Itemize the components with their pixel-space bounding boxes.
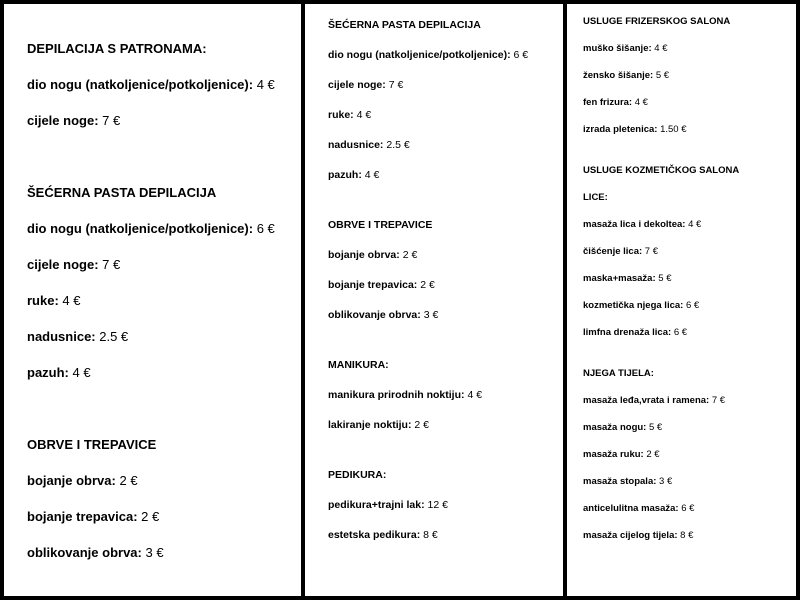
- item-price: 2 €: [646, 449, 660, 460]
- price-item: [583, 326, 796, 339]
- item-price: 2 €: [414, 419, 429, 431]
- item-price: 5 €: [649, 422, 663, 433]
- item-label: limfna drenaža lica:: [583, 327, 672, 338]
- item-label: masaža cijelog tijela:: [583, 530, 678, 541]
- item-label: kozmetička njega lica:: [583, 300, 684, 311]
- price-item: [583, 218, 796, 231]
- price-item: [328, 528, 563, 542]
- item-price: 7 €: [711, 395, 726, 406]
- price-item: [27, 328, 301, 345]
- price-item: [583, 96, 796, 109]
- item-price: 7 €: [102, 257, 121, 272]
- price-item: [328, 168, 563, 182]
- item-price: 2 €: [402, 249, 418, 261]
- item-price: 8 €: [423, 529, 438, 541]
- item-label: ruke:: [27, 293, 59, 308]
- price-item: [27, 364, 301, 381]
- item-price: 2.5 €: [386, 139, 410, 151]
- item-label: cijele noge:: [27, 113, 99, 128]
- item-label: dio nogu (natkoljenice/potkoljenice):: [27, 221, 254, 236]
- item-price: 2 €: [420, 279, 435, 291]
- item-label: masaža ruku:: [583, 449, 644, 460]
- price-item: [328, 78, 563, 92]
- price-item: [583, 42, 796, 55]
- price-item: [27, 472, 301, 489]
- section-title: MANIKURA:: [328, 359, 389, 371]
- item-label: maska+masaža:: [583, 273, 656, 284]
- price-item: [583, 299, 796, 312]
- item-label: ruke:: [328, 109, 354, 121]
- price-item: [328, 278, 563, 292]
- price-item: [328, 108, 563, 122]
- price-list-column-3: [567, 4, 796, 596]
- item-price: 4 €: [634, 97, 648, 108]
- price-item: [328, 388, 563, 402]
- item-label: žensko šišanje:: [583, 70, 654, 81]
- item-label: bojanje obrva:: [27, 473, 116, 488]
- price-item: [27, 544, 301, 561]
- section-title: USLUGE FRIZERSKOG SALONA: [583, 16, 731, 27]
- item-label: bojanje trepavica:: [27, 509, 138, 524]
- item-price: 8 €: [680, 530, 694, 541]
- item-price: 4 €: [688, 219, 702, 230]
- item-label: cijele noge:: [328, 79, 386, 91]
- price-item: [328, 498, 563, 512]
- item-label: estetska pedikura:: [328, 529, 421, 541]
- item-price: 3 €: [145, 545, 164, 560]
- price-item: [27, 292, 301, 309]
- item-label: manikura prirodnih noktiju:: [328, 389, 465, 401]
- price-item: [27, 220, 301, 237]
- item-price: 4 €: [467, 389, 483, 401]
- item-price: 2 €: [119, 473, 138, 488]
- item-label: anticelulitna masaža:: [583, 503, 679, 514]
- item-price: 4 €: [72, 365, 91, 380]
- item-label: masaža lica i dekoltea:: [583, 219, 686, 230]
- price-item: [583, 502, 796, 515]
- price-item: [583, 529, 796, 542]
- price-item: [27, 256, 301, 273]
- item-label: cijele noge:: [27, 257, 99, 272]
- price-item: [328, 308, 563, 322]
- item-price: 6 €: [256, 221, 275, 236]
- price-item: [583, 123, 796, 136]
- item-price: 12 €: [427, 499, 448, 511]
- item-label: masaža nogu:: [583, 422, 647, 433]
- item-price: 6 €: [673, 327, 688, 338]
- item-price: 5 €: [658, 273, 672, 284]
- item-price: 1.50 €: [660, 124, 687, 135]
- item-label: lakiranje noktiju:: [328, 419, 412, 431]
- price-item: [583, 272, 796, 285]
- item-label: oblikovanje obrva:: [328, 309, 421, 321]
- item-price: 7 €: [102, 113, 121, 128]
- price-item: [583, 475, 796, 488]
- price-item: [27, 76, 301, 93]
- price-list-column-1: [4, 4, 301, 596]
- item-price: 4 €: [364, 169, 380, 181]
- item-price: 2.5 €: [99, 329, 129, 344]
- section-title: OBRVE I TREPAVICE: [328, 219, 433, 231]
- item-price: 5 €: [655, 70, 670, 81]
- item-label: dio nogu (natkoljenice/potkoljenice):: [328, 49, 511, 61]
- price-item: [328, 418, 563, 432]
- item-price: 6 €: [685, 300, 700, 311]
- item-price: 3 €: [423, 309, 439, 321]
- price-item: [328, 48, 563, 62]
- item-price: 4 €: [62, 293, 81, 308]
- item-label: masaža leđa,vrata i ramena:: [583, 395, 710, 406]
- item-label: nadusnice:: [328, 139, 384, 151]
- item-price: 3 €: [659, 476, 673, 487]
- section-title: OBRVE I TREPAVICE: [27, 437, 157, 452]
- price-item: [328, 138, 563, 152]
- price-item: [583, 448, 796, 461]
- item-label: masaža stopala:: [583, 476, 657, 487]
- item-price: 6 €: [513, 49, 529, 61]
- price-item: [328, 248, 563, 262]
- item-label: nadusnice:: [27, 329, 96, 344]
- item-price: 2 €: [141, 509, 160, 524]
- item-label: oblikovanje obrva:: [27, 545, 142, 560]
- price-list-column-2: [305, 4, 563, 596]
- item-label: bojanje obrva:: [328, 249, 400, 261]
- price-item: [583, 421, 796, 434]
- price-item: [27, 508, 301, 525]
- item-label: muško šišanje:: [583, 43, 652, 54]
- section-title: ŠEĆERNA PASTA DEPILACIJA: [27, 185, 217, 200]
- section-subtitle: LICE:: [583, 192, 608, 203]
- price-item: [583, 69, 796, 82]
- section-title: DEPILACIJA S PATRONAMA:: [27, 41, 207, 56]
- item-price: 7 €: [644, 246, 659, 257]
- price-item: [27, 112, 301, 129]
- item-label: čišćenje lica:: [583, 246, 643, 257]
- section-title: NJEGA TIJELA:: [583, 368, 654, 379]
- item-label: pazuh:: [27, 365, 69, 380]
- item-label: izrada pletenica:: [583, 124, 658, 135]
- item-label: fen frizura:: [583, 97, 633, 108]
- section-title: USLUGE KOZMETIČKOG SALONA: [583, 165, 740, 176]
- section-title: ŠEĆERNA PASTA DEPILACIJA: [328, 19, 481, 31]
- item-price: 4 €: [256, 77, 275, 92]
- item-price: 7 €: [388, 79, 404, 91]
- item-price: 6 €: [681, 503, 695, 514]
- item-label: pazuh:: [328, 169, 362, 181]
- item-label: dio nogu (natkoljenice/potkoljenice):: [27, 77, 254, 92]
- item-label: bojanje trepavica:: [328, 279, 418, 291]
- item-price: 4 €: [356, 109, 372, 121]
- price-item: [583, 245, 796, 258]
- item-price: 4 €: [654, 43, 668, 54]
- price-item: [583, 394, 796, 407]
- section-title: PEDIKURA:: [328, 469, 387, 481]
- item-label: pedikura+trajni lak:: [328, 499, 425, 511]
